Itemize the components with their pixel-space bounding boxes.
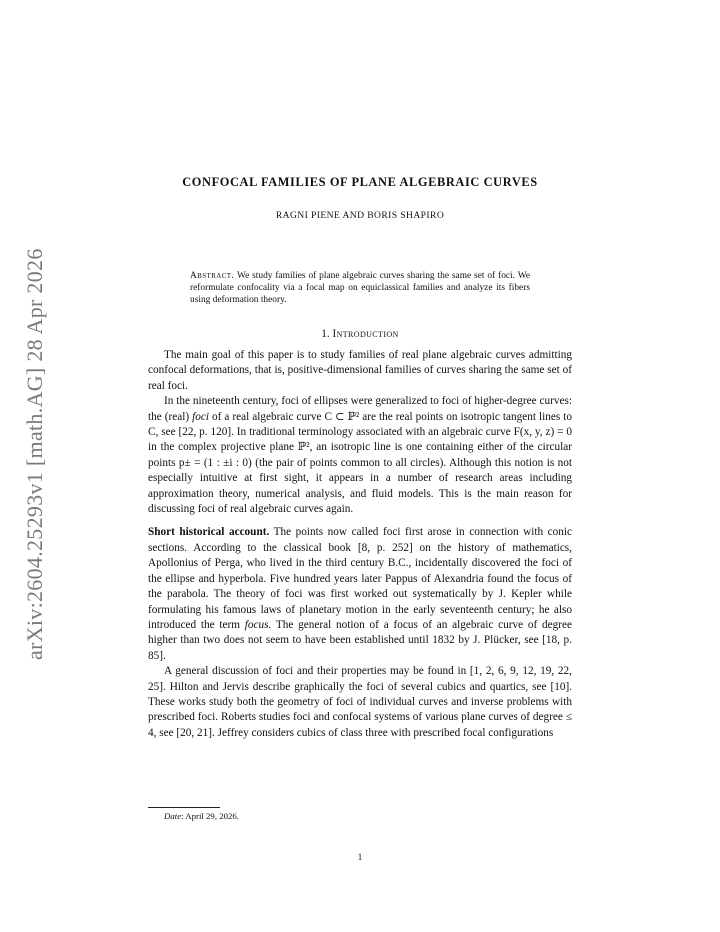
term-focus: focus. [244, 618, 272, 631]
paper-authors: RAGNI PIENE AND BORIS SHAPIRO [275, 210, 445, 221]
paper-title: CONFOCAL FAMILIES OF PLANE ALGEBRAIC CURVES [182, 175, 538, 189]
arxiv-side-stamp: arXiv:2604.25293v1 [math.AG] 28 Apr 2026 [22, 248, 47, 660]
section-title: Introduction [332, 328, 399, 340]
abstract-label: Abstract. [190, 271, 235, 281]
history-runin-heading: Short historical account. [148, 526, 270, 539]
body-text [148, 348, 572, 741]
footnote-label: Date [164, 811, 182, 821]
abstract-block [190, 270, 530, 307]
paragraph-literature: A general discussion of foci and their properties may be found in [1, 2, 6, 9, 12, 19, 22, 25]. Hilton and Jervis describe graphically the foci of several cubics and quartics, see [10]. These works study both the geometry of foci of individual curves and inverse problems with prescribed foci. Roberts studies foci and confocal systems of various plane curves of degree ≤ 4, see [20, 21]. Jeffrey considers cubics of class three with prescribed focal configurations [148, 665, 572, 739]
paragraph-foci-definition [148, 394, 572, 517]
paragraph-history-text-1: The points now called foci first arose in connection with conic sections. According to the classical book [8, p. 252] on the history of mathematics, Apollonius of Perga, who lived in the third century B.C., incidentally discovered the foci of the ellipse and hyperbola. Five hundred years later Pappus of Alexandria found the focus of the parabola. The theory of foci was first worked out systematically by J. Kepler while formulating his famous laws of planetary motion in the early seventeenth century; he also introduced the term [148, 526, 573, 631]
term-foci: foci [192, 410, 209, 423]
footnote-text: : April 29, 2026. [181, 811, 240, 821]
section-number: 1. [321, 328, 330, 340]
paragraph-goal: The main goal of this paper is to study families of real plane algebraic curves admitting confocal deformations, that is, positive-dimensional families of curves sharing the same set of real foci. [148, 349, 572, 392]
page-number: 1 [357, 852, 363, 862]
footnote-date [164, 811, 239, 821]
paragraph-history [148, 525, 572, 664]
paragraph-foci-text-2: of a real algebraic curve C ⊂ ℙ² are the real points on isotropic tangent lines to C, see [22, p. 120]. In traditional terminology associated with an algebraic curve F(x, y, z) = 0 in the complex projective plane ℙ², an isotropic line is one containing either of the circular points p± = (1 : ±i : 0) (the pair of points common to all circles). Although this notion is not especially intuitive at first sight, it appears in a number of research areas including approximation theory, numerical analysis, and fluid models. This is the main reason for discussing foci of real algebraic curves again. [148, 410, 572, 516]
paragraph-foci-text-1: In the nineteenth century, foci of ellipses were generalized to foci of higher-degree curves: the (real) [148, 395, 572, 423]
section-heading [148, 328, 572, 340]
abstract-text: We study families of plane algebraic curves sharing the same set of foci. We reformulate confocality via a focal map on equiclassical families and analyze its fibers using deformation theory. [190, 271, 530, 306]
footnote-rule [148, 807, 220, 808]
paragraph-history-text-2: The general notion of a focus of an algebraic curve of degree higher than two does not seem to have been established until 1832 by J. Plücker, see [18, p. 85]. [148, 618, 572, 662]
